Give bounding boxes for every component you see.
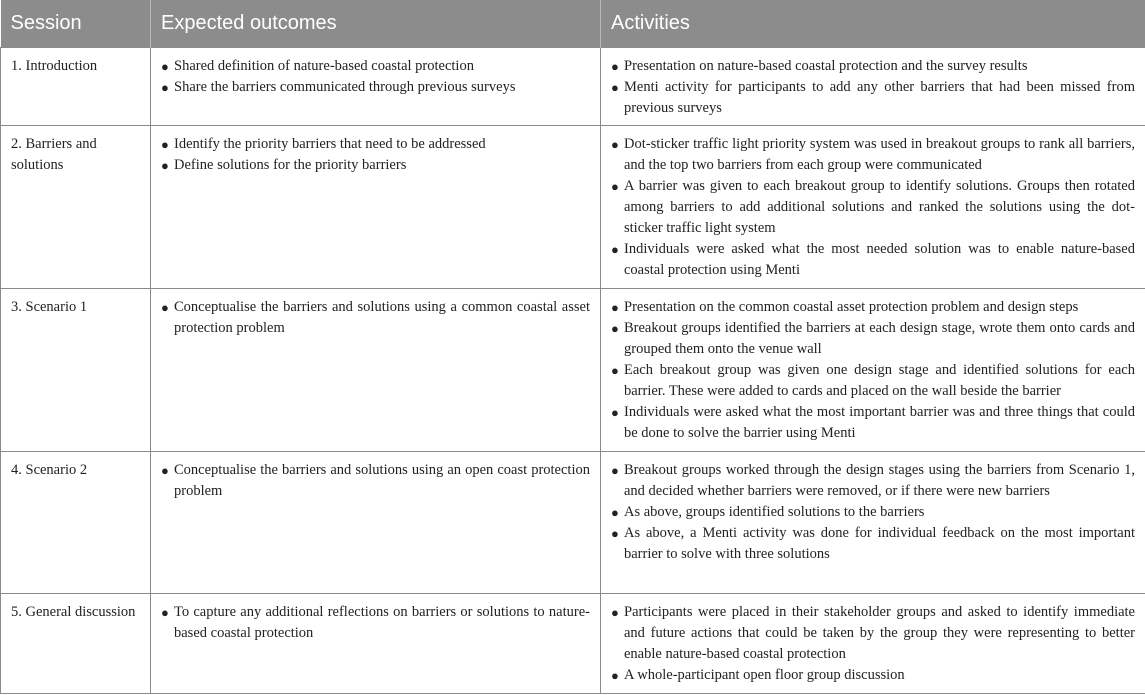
bullet-icon: ● (611, 363, 619, 378)
list-item (611, 502, 1135, 523)
bullet-icon: ● (161, 80, 169, 95)
activity-text: Presentation on the common coastal asset protection problem and design steps (624, 299, 1079, 315)
activities-cell (601, 594, 1145, 694)
outcomes-cell (151, 594, 601, 694)
list-item (611, 77, 1135, 119)
activity-text: A whole-participant open floor group discussion (624, 667, 905, 683)
list-item (161, 77, 590, 98)
list-item (161, 56, 590, 77)
list-item (611, 297, 1135, 318)
activity-text: Menti activity for participants to add any other barriers that had been missed from previous surveys (624, 79, 1135, 116)
activities-cell (601, 289, 1145, 452)
activity-text: Breakout groups worked through the design stages using the barriers from Scenario 1, and decided whether barriers were removed, or if there were new barriers (624, 462, 1135, 499)
activity-text: A barrier was given to each breakout group to identify solutions. Groups then rotated among barriers to add additional solutions and ranked the solutions using the dot-sticker traffic light system (624, 178, 1135, 236)
outcomes-list (161, 56, 590, 98)
session-cell: 1. Introduction (1, 48, 151, 126)
table-row (1, 452, 1145, 594)
outcome-text: Conceptualise the barriers and solutions using a common coastal asset protection problem (174, 299, 590, 336)
bullet-icon: ● (611, 505, 619, 520)
bullet-icon: ● (611, 321, 619, 336)
outcomes-cell (151, 289, 601, 452)
activity-text: Dot-sticker traffic light priority system was used in breakout groups to rank all barriers, and the top two barriers from each group were communicated (624, 136, 1135, 173)
session-cell: 2. Barriers and solutions (1, 126, 151, 289)
session-cell: 3. Scenario 1 (1, 289, 151, 452)
table-body (1, 48, 1145, 694)
list-item (161, 134, 590, 155)
outcome-text: To capture any additional reflections on barriers or solutions to nature-based coastal protection (174, 604, 590, 641)
header-activities: Activities (601, 0, 1145, 48)
bullet-icon: ● (611, 463, 619, 478)
bullet-icon: ● (161, 300, 169, 315)
bullet-icon: ● (161, 59, 169, 74)
activities-list (611, 460, 1135, 565)
list-item (161, 460, 590, 502)
list-item (611, 602, 1135, 665)
activity-text: Individuals were asked what the most needed solution was to enable nature-based coastal protection using Menti (624, 241, 1135, 278)
activity-text: Presentation on nature-based coastal protection and the survey results (624, 58, 1028, 74)
outcomes-cell (151, 452, 601, 594)
list-item (611, 523, 1135, 565)
list-item (611, 318, 1135, 360)
table-header (1, 0, 1145, 48)
list-item (611, 665, 1135, 686)
bullet-icon: ● (161, 158, 169, 173)
list-item (611, 402, 1135, 444)
bullet-icon: ● (611, 59, 619, 74)
activities-cell (601, 126, 1145, 289)
activity-text: Participants were placed in their stakeholder groups and asked to identify immediate and future actions that could be taken by the group they were representing to better enable nature-based coastal protection (624, 604, 1135, 662)
header-expected-outcomes: Expected outcomes (151, 0, 601, 48)
bullet-icon: ● (611, 179, 619, 194)
session-cell: 5. General discussion (1, 594, 151, 694)
outcome-text: Identify the priority barriers that need to be addressed (174, 136, 486, 152)
outcome-text: Share the barriers communicated through previous surveys (174, 79, 516, 95)
activity-text: As above, a Menti activity was done for individual feedback on the most important barrier to solve with three solutions (624, 525, 1135, 562)
table-row (1, 126, 1145, 289)
bullet-icon: ● (611, 80, 619, 95)
activity-text: Breakout groups identified the barriers at each design stage, wrote them onto cards and grouped them onto the venue wall (624, 320, 1135, 357)
list-item (611, 239, 1135, 281)
header-session: Session (1, 0, 151, 48)
table-row (1, 594, 1145, 694)
bullet-icon: ● (611, 137, 619, 152)
list-item (611, 134, 1135, 176)
bullet-icon: ● (611, 300, 619, 315)
activity-text: As above, groups identified solutions to the barriers (624, 504, 925, 520)
activities-list (611, 56, 1135, 119)
activities-cell (601, 452, 1145, 594)
session-cell: 4. Scenario 2 (1, 452, 151, 594)
bullet-icon: ● (611, 242, 619, 257)
activity-text: Individuals were asked what the most important barrier was and three things that could be done to solve the barrier using Menti (624, 404, 1135, 441)
activities-list (611, 134, 1135, 281)
table-row (1, 289, 1145, 452)
bullet-icon: ● (611, 405, 619, 420)
outcomes-cell (151, 48, 601, 126)
bullet-icon: ● (611, 526, 619, 541)
list-item (161, 297, 590, 339)
outcome-text: Define solutions for the priority barriers (174, 157, 407, 173)
table-row (1, 48, 1145, 126)
outcomes-list (161, 134, 590, 176)
activities-list (611, 602, 1135, 686)
bullet-icon: ● (161, 605, 169, 620)
activities-cell (601, 48, 1145, 126)
bullet-icon: ● (161, 463, 169, 478)
outcomes-list (161, 297, 590, 339)
list-item (611, 360, 1135, 402)
list-item (161, 602, 590, 644)
bullet-icon: ● (611, 605, 619, 620)
outcomes-cell (151, 126, 601, 289)
outcome-text: Shared definition of nature-based coastal protection (174, 58, 474, 74)
bullet-icon: ● (611, 668, 619, 683)
list-item (611, 460, 1135, 502)
list-item (611, 56, 1135, 77)
outcomes-list (161, 460, 590, 502)
outcome-text: Conceptualise the barriers and solutions using an open coast protection problem (174, 462, 590, 499)
outcomes-list (161, 602, 590, 644)
list-item (161, 155, 590, 176)
list-item (611, 176, 1135, 239)
activities-list (611, 297, 1135, 444)
bullet-icon: ● (161, 137, 169, 152)
activity-text: Each breakout group was given one design stage and identified solutions for each barrier. These were added to cards and placed on the wall beside the barrier (624, 362, 1135, 399)
header-row (1, 0, 1145, 48)
